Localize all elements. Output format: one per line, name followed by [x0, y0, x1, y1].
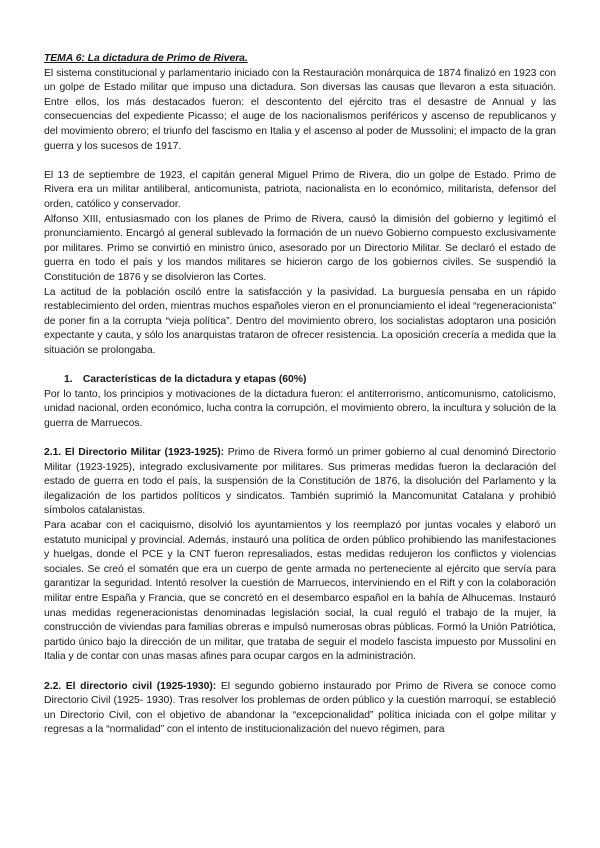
coup-paragraph: El 13 de septiembre de 1923, el capitán general Miguel Primo de Rivera, dio un golpe de Estado. Primo de Rivera era un militar antiliberal, anticomunista, patriota, nacionalista en lo económico, militarista, defensor del orden, católico y conservador. [44, 169, 556, 210]
alfonso-paragraph: Alfonso XIII, entusiasmado con los planes de Primo de Rivera, causó la dimisión del gobierno y legitimó el pronunciamiento. Encargó al general sublevado la formación de un nuevo Gobierno compuesto exclusivamente por militares. Primo se convirtió en ministro único, asesorado por un Directorio Militar. Se declaró el estado de guerra en todo el país y los mandos militares se hicieron cargo de los gobiernos civiles. Se suspendió la Constitución de 1876 y se disolvieron las Cortes. [44, 213, 556, 283]
section2-2-paragraph: El segundo gobierno instaurado por Primo de Rivera se conoce como Directorio Civil (1925- 1930). Tras resolver los problemas de orden público y la cuestión marroquí, se estableció un Directorio Civil, con el objetivo de abandonar la “excepcionalidad” política iniciada con el golpe militar y regresas a la “normalidad” con el intento de institucionalización del nuevo régimen, para [44, 680, 556, 736]
spacer [44, 431, 556, 446]
section1-paragraph: Por lo tanto, los principios y motivaciones de la dictadura fueron: el antiterrorismo, anticomunismo, catolicismo, unidad nacional, orden económico, lucha contra la corrupción, el movimiento obrero, la incultura y solución de la guerra de Marruecos. [44, 388, 556, 429]
document-page [44, 52, 556, 738]
section2-1-paragraph2: Para acabar con el caciquismo, disolvió los ayuntamientos y los reemplazó por juntas vocales y elaboró un estatuto municipal y provincial. Además, instauró una política de orden público prohibiendo las manifestaciones y huelgas, donde el PCE y la CNT fueron represaliados, estas medidas redujeron los conflictos y violencias sociales. Se creó el somatén que era un cuerpo de gente armada no perteneciente al ejército que servía para garantizar la seguridad. Intentó resolver la cuestión de Marruecos, interviniendo en el Rift y con la colaboración militar entre España y Francia, que se concretó en el desembarco español en la bahía de Alhucemas. Instauró unas medidas regeneracionistas denominadas legislación social, la cual reguló el trabajo de la mujer, la construcción de viviendas para familias obreras e impulsó numerosas obras públicas. Formó la Unión Patriótica, partido único bajo la dirección de un militar, que trataba de seguir el modelo fascista impuesto por Mussolini en Italia y de contar con unas masas afines para ocupar cargos en la administración. [44, 520, 556, 663]
section2-1-block [44, 446, 556, 519]
section2-2-heading: 2.2. El directorio civil (1925-1930): [44, 680, 217, 692]
document-title: TEMA 6: La dictadura de Primo de Rivera. [44, 53, 248, 64]
section2-2-block [44, 680, 556, 738]
spacer [44, 358, 556, 373]
section1-title: Características de la dictadura y etapas (60%) [82, 374, 307, 386]
section2-1-heading: 2.1. El Directorio Militar (1923-1925): [44, 447, 225, 459]
section1-number: 1. [64, 374, 73, 386]
section1-heading [44, 373, 556, 388]
section2-1-paragraph: Primo de Rivera formó un primer gobierno al cual denominó Directorio Militar (1923-1925), integrado exclusivamente por militares. Sus primeras medidas fueron la declaración del estado de guerra en todo el país, la suspensión de la Constitución de 1876, la disolución del Parlamento y la ilegalización de los partidos políticos y sindicatos. También suprimió la Mancomunitat Catalana y prohibió símbolos catalanistas. [44, 447, 556, 517]
attitude-paragraph: La actitud de la población osciló entre la satisfacción y la pasividad. La burguesía pensaba en un rápido restablecimiento del orden, mientras muchos españoles vieron en el pronunciamiento el ideal “regeneracionista” de poner fin a la corrupta “vieja política”. Dentro del movimiento obrero, los socialistas adoptaron una posición expectante y cauta, y sólo los anarquistas trataron de ofrecer resistencia. La oposición crecería a medida que la situación se prolongaba. [44, 286, 556, 356]
spacer [44, 665, 556, 680]
spacer [44, 154, 556, 169]
intro-paragraph: El sistema constitucional y parlamentario iniciado con la Restauración monárquica de 1874 finalizó en 1923 con un golpe de Estado militar que impuso una dictadura. Son diversas las causas que llevaron a esta situación. Entre ellos, los más destacados fueron: el descontento del ejército tras el desastre de Annual y las consecuencias del expediente Picasso; el auge de los nacionalismos periféricos y ascenso de republicanos y del movimiento obrero; el triunfo del fascismo en Italia y el ascenso al poder de Mussolini; el impacto de la gran guerra y los sucesos de 1917. [44, 67, 556, 152]
